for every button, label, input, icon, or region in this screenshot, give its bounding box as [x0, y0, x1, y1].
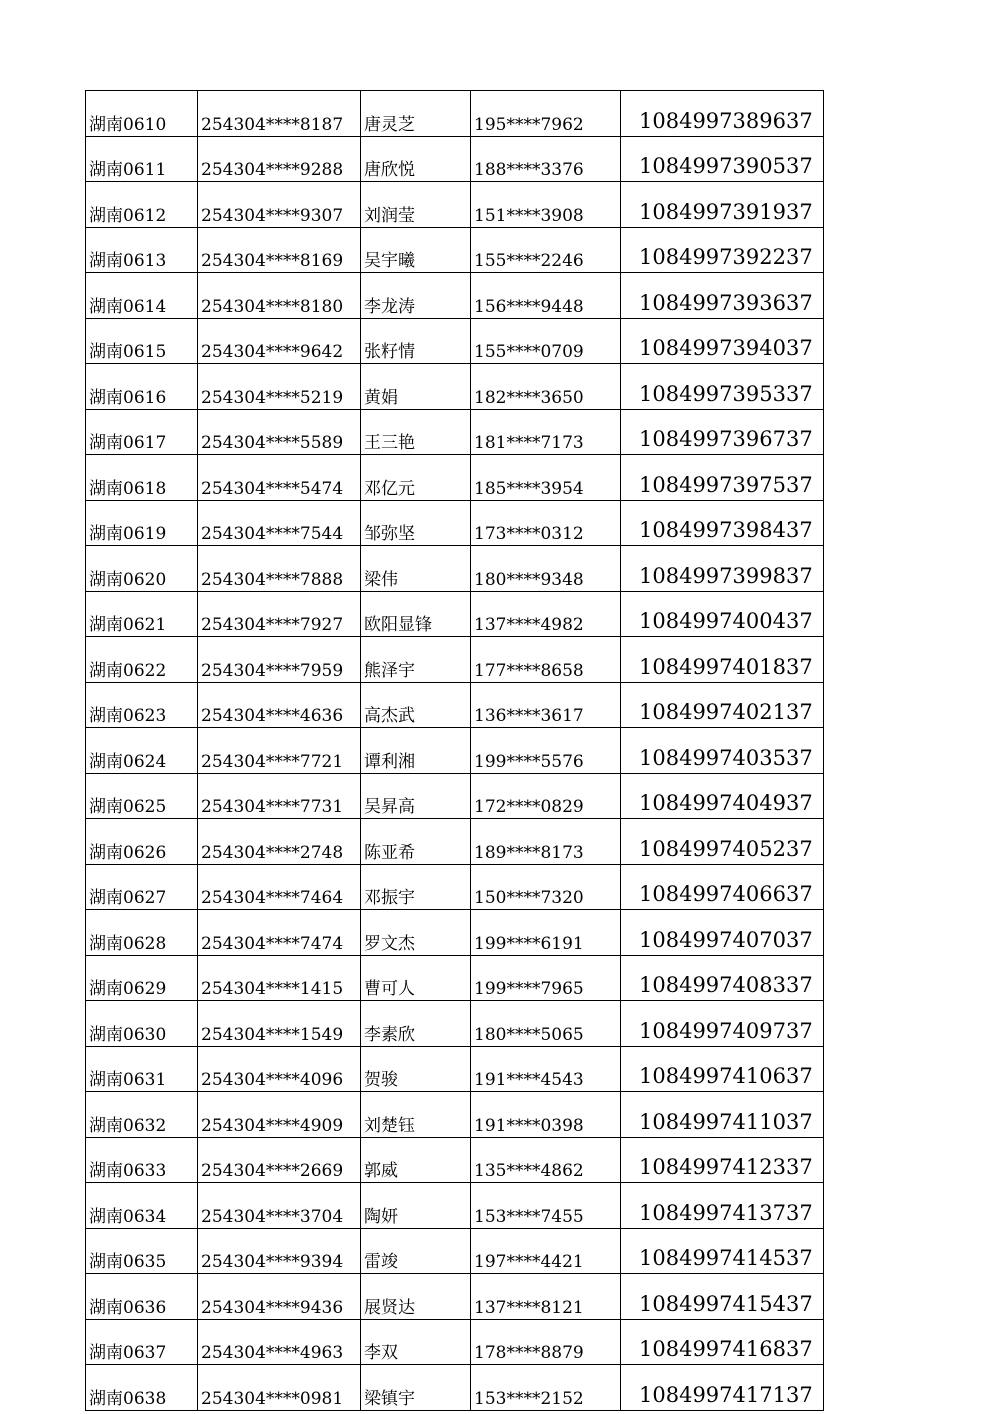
- table-row: [86, 1183, 824, 1229]
- code-cell: 湖南0633: [86, 1137, 198, 1183]
- record-table: [85, 90, 824, 1411]
- code-cell: 湖南0636: [86, 1274, 198, 1320]
- name-cell: 邹弥坚: [361, 500, 471, 546]
- code-cell: 湖南0631: [86, 1046, 198, 1092]
- id-number-cell: 254304****4636: [198, 682, 361, 728]
- id-number-cell: 254304****4909: [198, 1092, 361, 1138]
- phone-cell: 178****8879: [471, 1319, 621, 1365]
- code-cell: 湖南0626: [86, 819, 198, 865]
- phone-cell: 191****0398: [471, 1092, 621, 1138]
- id-number-cell: 254304****8169: [198, 227, 361, 273]
- name-cell: 李素欣: [361, 1001, 471, 1047]
- table-row: [86, 273, 824, 319]
- tracking-number-cell: 1084997406637: [621, 864, 824, 910]
- name-cell: 陈亚希: [361, 819, 471, 865]
- table-row: [86, 637, 824, 683]
- phone-cell: 135****4862: [471, 1137, 621, 1183]
- table-row: [86, 682, 824, 728]
- name-cell: 李双: [361, 1319, 471, 1365]
- phone-cell: 136****3617: [471, 682, 621, 728]
- tracking-number-cell: 1084997404937: [621, 773, 824, 819]
- id-number-cell: 254304****9307: [198, 182, 361, 228]
- id-number-cell: 254304****7959: [198, 637, 361, 683]
- code-cell: 湖南0617: [86, 409, 198, 455]
- id-number-cell: 254304****8180: [198, 273, 361, 319]
- name-cell: 郭威: [361, 1137, 471, 1183]
- id-number-cell: 254304****1415: [198, 955, 361, 1001]
- phone-cell: 185****3954: [471, 455, 621, 501]
- table-row: [86, 500, 824, 546]
- table-row: [86, 1137, 824, 1183]
- code-cell: 湖南0625: [86, 773, 198, 819]
- code-cell: 湖南0630: [86, 1001, 198, 1047]
- code-cell: 湖南0624: [86, 728, 198, 774]
- tracking-number-cell: 1084997392237: [621, 227, 824, 273]
- name-cell: 熊泽宇: [361, 637, 471, 683]
- id-number-cell: 254304****7888: [198, 546, 361, 592]
- tracking-number-cell: 1084997413737: [621, 1183, 824, 1229]
- table-row: [86, 728, 824, 774]
- phone-cell: 153****7455: [471, 1183, 621, 1229]
- phone-cell: 137****8121: [471, 1274, 621, 1320]
- table-row: [86, 1319, 824, 1365]
- table-row: [86, 136, 824, 182]
- phone-cell: 173****0312: [471, 500, 621, 546]
- code-cell: 湖南0615: [86, 318, 198, 364]
- name-cell: 王三艳: [361, 409, 471, 455]
- tracking-number-cell: 1084997401837: [621, 637, 824, 683]
- id-number-cell: 254304****7544: [198, 500, 361, 546]
- tracking-number-cell: 1084997399837: [621, 546, 824, 592]
- name-cell: 李龙涛: [361, 273, 471, 319]
- id-number-cell: 254304****5589: [198, 409, 361, 455]
- id-number-cell: 254304****4963: [198, 1319, 361, 1365]
- name-cell: 黄娟: [361, 364, 471, 410]
- name-cell: 陶妍: [361, 1183, 471, 1229]
- phone-cell: 199****7965: [471, 955, 621, 1001]
- tracking-number-cell: 1084997391937: [621, 182, 824, 228]
- code-cell: 湖南0619: [86, 500, 198, 546]
- name-cell: 唐欣悦: [361, 136, 471, 182]
- table-row: [86, 1001, 824, 1047]
- id-number-cell: 254304****7464: [198, 864, 361, 910]
- table-row: [86, 1092, 824, 1138]
- tracking-number-cell: 1084997395337: [621, 364, 824, 410]
- table-body: [86, 91, 824, 1411]
- code-cell: 湖南0616: [86, 364, 198, 410]
- phone-cell: 189****8173: [471, 819, 621, 865]
- phone-cell: 195****7962: [471, 91, 621, 137]
- table-row: [86, 910, 824, 956]
- id-number-cell: 254304****1549: [198, 1001, 361, 1047]
- id-number-cell: 254304****2748: [198, 819, 361, 865]
- table-row: [86, 455, 824, 501]
- tracking-number-cell: 1084997415437: [621, 1274, 824, 1320]
- table-row: [86, 91, 824, 137]
- code-cell: 湖南0627: [86, 864, 198, 910]
- table-row: [86, 1365, 824, 1411]
- table-row: [86, 591, 824, 637]
- id-number-cell: 254304****7474: [198, 910, 361, 956]
- tracking-number-cell: 1084997403537: [621, 728, 824, 774]
- tracking-number-cell: 1084997410637: [621, 1046, 824, 1092]
- id-number-cell: 254304****0981: [198, 1365, 361, 1411]
- tracking-number-cell: 1084997414537: [621, 1228, 824, 1274]
- name-cell: 梁镇宇: [361, 1365, 471, 1411]
- id-number-cell: 254304****5219: [198, 364, 361, 410]
- table-row: [86, 546, 824, 592]
- name-cell: 梁伟: [361, 546, 471, 592]
- tracking-number-cell: 1084997416837: [621, 1319, 824, 1365]
- id-number-cell: 254304****9436: [198, 1274, 361, 1320]
- table-row: [86, 227, 824, 273]
- code-cell: 湖南0613: [86, 227, 198, 273]
- code-cell: 湖南0620: [86, 546, 198, 592]
- code-cell: 湖南0628: [86, 910, 198, 956]
- tracking-number-cell: 1084997393637: [621, 273, 824, 319]
- tracking-number-cell: 1084997408337: [621, 955, 824, 1001]
- id-number-cell: 254304****7927: [198, 591, 361, 637]
- phone-cell: 197****4421: [471, 1228, 621, 1274]
- phone-cell: 180****5065: [471, 1001, 621, 1047]
- id-number-cell: 254304****3704: [198, 1183, 361, 1229]
- tracking-number-cell: 1084997411037: [621, 1092, 824, 1138]
- id-number-cell: 254304****2669: [198, 1137, 361, 1183]
- table-row: [86, 864, 824, 910]
- name-cell: 刘楚钰: [361, 1092, 471, 1138]
- phone-cell: 153****2152: [471, 1365, 621, 1411]
- tracking-number-cell: 1084997397537: [621, 455, 824, 501]
- id-number-cell: 254304****9288: [198, 136, 361, 182]
- name-cell: 罗文杰: [361, 910, 471, 956]
- code-cell: 湖南0622: [86, 637, 198, 683]
- code-cell: 湖南0621: [86, 591, 198, 637]
- phone-cell: 188****3376: [471, 136, 621, 182]
- table-row: [86, 1274, 824, 1320]
- code-cell: 湖南0629: [86, 955, 198, 1001]
- code-cell: 湖南0638: [86, 1365, 198, 1411]
- tracking-number-cell: 1084997398437: [621, 500, 824, 546]
- phone-cell: 177****8658: [471, 637, 621, 683]
- table-row: [86, 955, 824, 1001]
- phone-cell: 150****7320: [471, 864, 621, 910]
- phone-cell: 199****6191: [471, 910, 621, 956]
- id-number-cell: 254304****5474: [198, 455, 361, 501]
- phone-cell: 151****3908: [471, 182, 621, 228]
- code-cell: 湖南0610: [86, 91, 198, 137]
- code-cell: 湖南0635: [86, 1228, 198, 1274]
- tracking-number-cell: 1084997394037: [621, 318, 824, 364]
- phone-cell: 191****4543: [471, 1046, 621, 1092]
- phone-cell: 199****5576: [471, 728, 621, 774]
- code-cell: 湖南0632: [86, 1092, 198, 1138]
- name-cell: 贺骏: [361, 1046, 471, 1092]
- code-cell: 湖南0614: [86, 273, 198, 319]
- tracking-number-cell: 1084997417137: [621, 1365, 824, 1411]
- id-number-cell: 254304****8187: [198, 91, 361, 137]
- table-row: [86, 773, 824, 819]
- id-number-cell: 254304****9394: [198, 1228, 361, 1274]
- tracking-number-cell: 1084997396737: [621, 409, 824, 455]
- code-cell: 湖南0611: [86, 136, 198, 182]
- code-cell: 湖南0634: [86, 1183, 198, 1229]
- table-row: [86, 1228, 824, 1274]
- name-cell: 吴宇曦: [361, 227, 471, 273]
- tracking-number-cell: 1084997389637: [621, 91, 824, 137]
- name-cell: 张籽情: [361, 318, 471, 364]
- tracking-number-cell: 1084997409737: [621, 1001, 824, 1047]
- tracking-number-cell: 1084997390537: [621, 136, 824, 182]
- name-cell: 邓振宇: [361, 864, 471, 910]
- tracking-number-cell: 1084997412337: [621, 1137, 824, 1183]
- table-row: [86, 1046, 824, 1092]
- name-cell: 邓亿元: [361, 455, 471, 501]
- name-cell: 雷竣: [361, 1228, 471, 1274]
- name-cell: 刘润莹: [361, 182, 471, 228]
- table-row: [86, 819, 824, 865]
- phone-cell: 156****9448: [471, 273, 621, 319]
- table-row: [86, 182, 824, 228]
- name-cell: 曹可人: [361, 955, 471, 1001]
- phone-cell: 172****0829: [471, 773, 621, 819]
- tracking-number-cell: 1084997400437: [621, 591, 824, 637]
- name-cell: 展贤达: [361, 1274, 471, 1320]
- code-cell: 湖南0637: [86, 1319, 198, 1365]
- phone-cell: 180****9348: [471, 546, 621, 592]
- name-cell: 吴昇高: [361, 773, 471, 819]
- phone-cell: 155****2246: [471, 227, 621, 273]
- code-cell: 湖南0623: [86, 682, 198, 728]
- name-cell: 高杰武: [361, 682, 471, 728]
- tracking-number-cell: 1084997405237: [621, 819, 824, 865]
- name-cell: 欧阳显锋: [361, 591, 471, 637]
- id-number-cell: 254304****9642: [198, 318, 361, 364]
- phone-cell: 181****7173: [471, 409, 621, 455]
- table-row: [86, 364, 824, 410]
- phone-cell: 137****4982: [471, 591, 621, 637]
- code-cell: 湖南0612: [86, 182, 198, 228]
- phone-cell: 182****3650: [471, 364, 621, 410]
- code-cell: 湖南0618: [86, 455, 198, 501]
- name-cell: 唐灵芝: [361, 91, 471, 137]
- phone-cell: 155****0709: [471, 318, 621, 364]
- name-cell: 谭利湘: [361, 728, 471, 774]
- id-number-cell: 254304****7731: [198, 773, 361, 819]
- id-number-cell: 254304****4096: [198, 1046, 361, 1092]
- id-number-cell: 254304****7721: [198, 728, 361, 774]
- tracking-number-cell: 1084997407037: [621, 910, 824, 956]
- tracking-number-cell: 1084997402137: [621, 682, 824, 728]
- table-row: [86, 318, 824, 364]
- table-row: [86, 409, 824, 455]
